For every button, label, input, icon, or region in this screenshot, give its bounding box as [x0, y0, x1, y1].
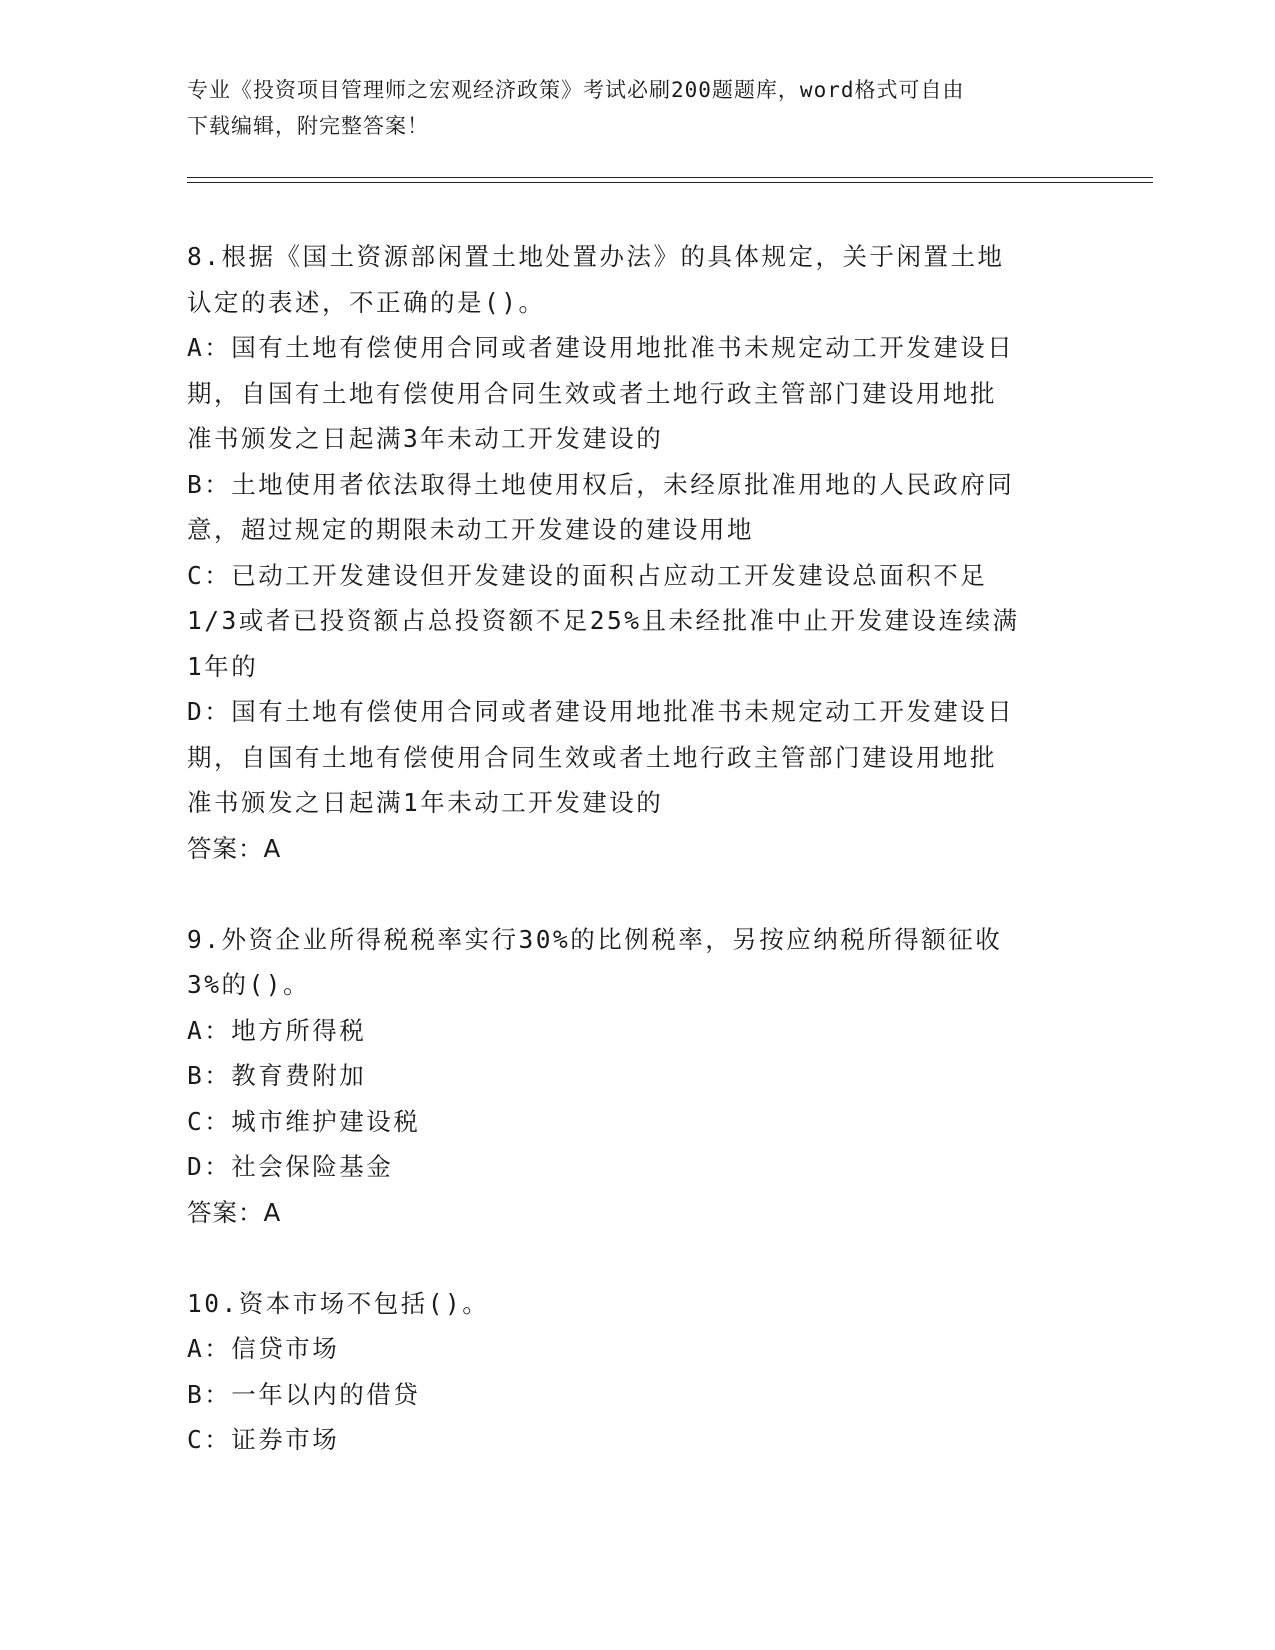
question-spacer: [187, 1235, 1087, 1281]
option-a-line: A：国有土地有偿使用合同或者建设用地批准书未规定动工开发建设日: [187, 333, 1015, 362]
document-header: [187, 72, 1067, 144]
question-text-line: 8.根据《国土资源部闲置土地处置办法》的具体规定，关于闲置土地: [187, 242, 1005, 271]
option-d-line: 准书颁发之日起满1年未动工开发建设的: [187, 788, 664, 817]
option-a-line: A：地方所得税: [187, 1015, 367, 1045]
option-d-line: D：国有土地有偿使用合同或者建设用地批准书未规定动工开发建设日: [187, 697, 1015, 726]
option-a-line: A：信贷市场: [187, 1334, 340, 1363]
answer-line: 答案：A: [187, 1197, 282, 1227]
question-text-line: 9.外资企业所得税税率实行30%的比例税率，另按应纳税所得额征收: [187, 924, 1003, 954]
question-spacer: [187, 871, 1087, 917]
header-line-2: 下载编辑，附完整答案！: [187, 114, 429, 138]
option-a-line: 准书颁发之日起满3年未动工开发建设的: [187, 424, 664, 453]
option-b-line: 意，超过规定的期限未动工开发建设的建设用地: [187, 515, 754, 544]
option-b-line: B：土地使用者依法取得土地使用权后，未经原批准用地的人民政府同: [187, 469, 1015, 499]
question-8: [187, 234, 1087, 871]
option-b-line: B：教育费附加: [187, 1061, 367, 1090]
option-d-line: 期，自国有土地有偿使用合同生效或者土地行政主管部门建设用地批: [187, 742, 997, 772]
option-c-line: 1年的: [187, 651, 259, 681]
answer-line: 答案：A: [187, 833, 282, 863]
option-c-line: 1/3或者已投资额占总投资额不足25%且未经批准中止开发建设连续满: [187, 606, 1020, 635]
option-b-line: B：一年以内的借贷: [187, 1379, 421, 1409]
question-10: [187, 1281, 1087, 1463]
question-text-line: 10.资本市场不包括()。: [187, 1288, 490, 1318]
question-text-line: 3%的()。: [187, 970, 311, 999]
question-list: [187, 234, 1087, 1463]
header-divider-top: [187, 177, 1153, 178]
option-d-line: D：社会保险基金: [187, 1152, 394, 1181]
option-c-line: C：证券市场: [187, 1425, 340, 1454]
option-c-line: C：已动工开发建设但开发建设的面积占应动工开发建设总面积不足: [187, 560, 988, 590]
header-divider-bottom: [187, 182, 1153, 183]
option-c-line: C：城市维护建设税: [187, 1106, 421, 1136]
question-text-line: 认定的表述，不正确的是()。: [187, 287, 546, 317]
header-line-1: 专业《投资项目管理师之宏观经济政策》考试必刷200题题库，word格式可自由: [187, 78, 965, 102]
question-9: [187, 917, 1087, 1236]
option-a-line: 期，自国有土地有偿使用合同生效或者土地行政主管部门建设用地批: [187, 378, 997, 408]
